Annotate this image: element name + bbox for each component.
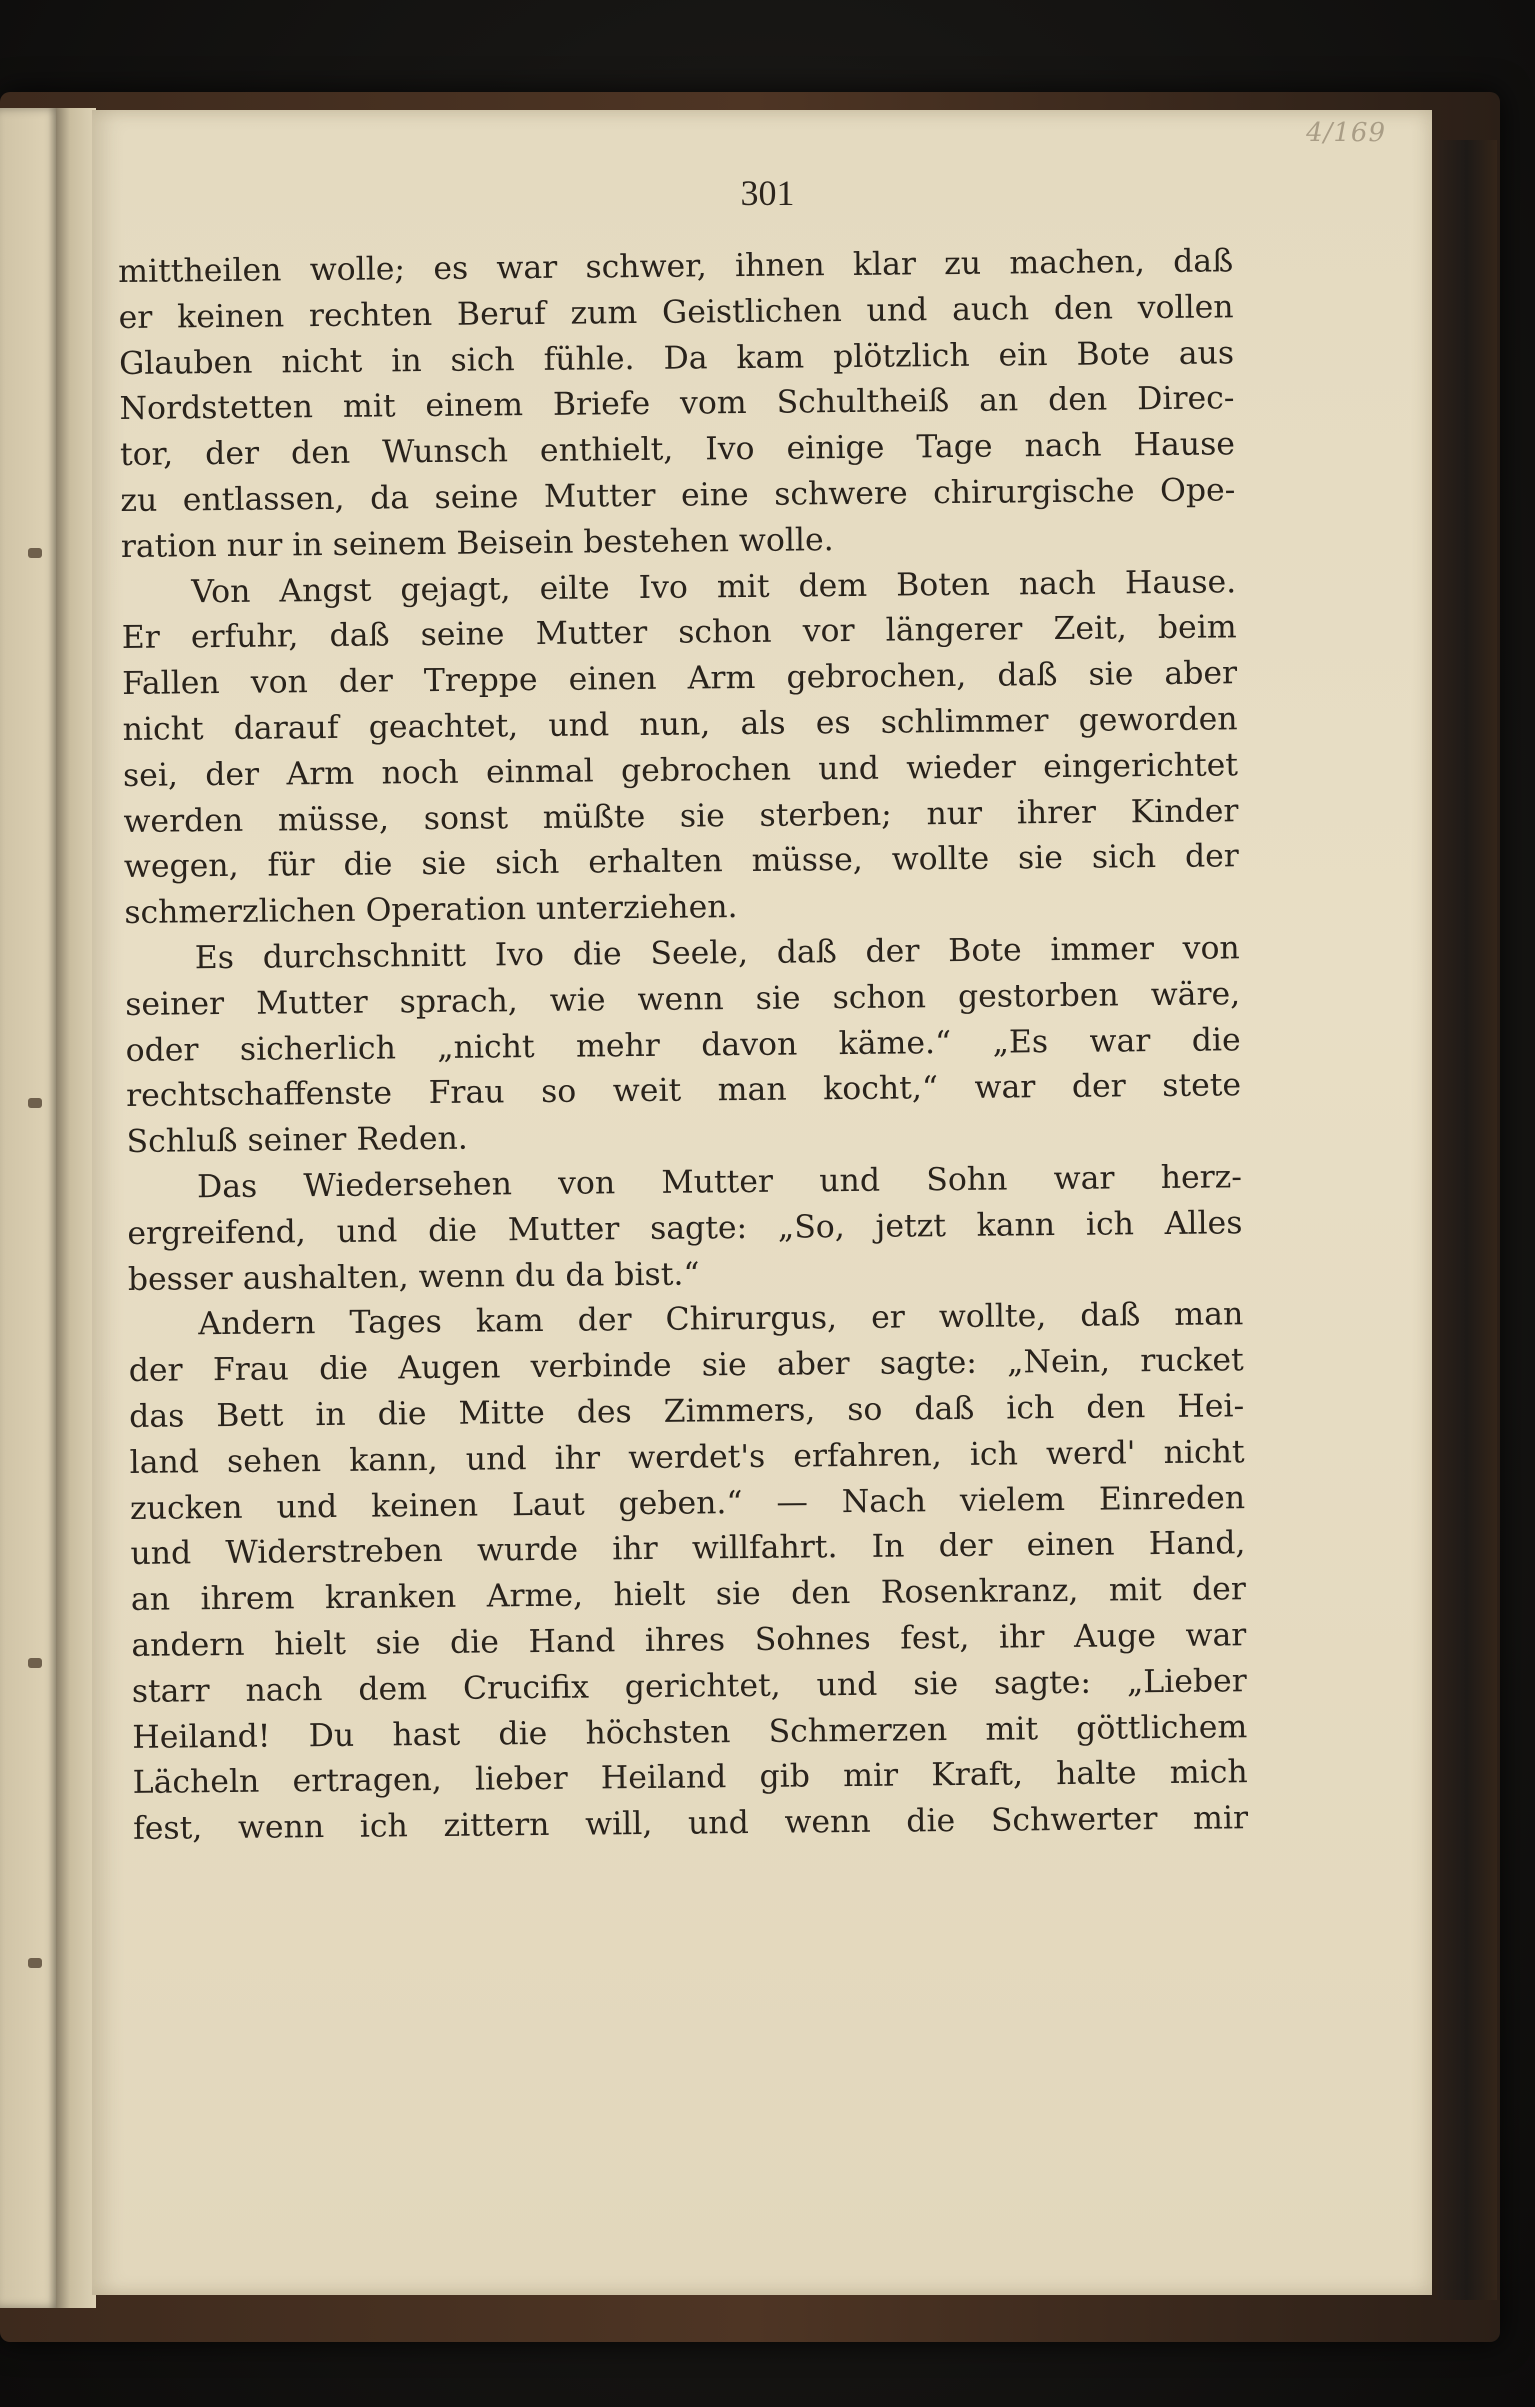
text-line: fest, wenn ich zittern will, und wenn die Schwerter mir — [132, 1800, 1249, 1848]
text-line: zucken und keinen Laut geben.“ — Nach vielem Einreden — [129, 1479, 1246, 1527]
pencil-corner-note: 4/169 — [1306, 118, 1386, 148]
cover-spine-edge — [1437, 140, 1497, 2300]
text-line: Schluß seiner Reden. — [126, 1120, 469, 1161]
text-line: Heiland! Du hast die höchsten Schmerzen mit göttlichem — [132, 1708, 1248, 1756]
text-line: starr nach dem Crucifix gerichtet, und sie sagte: „Lieber — [131, 1662, 1247, 1710]
text-line: Das Wiedersehen von Mutter und Sohn war herz- — [196, 1159, 1243, 1206]
text-line: Lächeln ertragen, lieber Heiland gib mir Kraft, halte mich — [132, 1754, 1248, 1802]
text-line: land sehen kann, und ihr werdet's erfahren, ich werd' nicht — [129, 1433, 1245, 1481]
text-line: Es durchschnitt Ivo die Seele, daß der Bote immer von — [194, 930, 1240, 977]
book-gutter — [56, 108, 96, 2308]
text-line: und Widerstreben wurde ihr willfahrt. In der einen Hand, — [130, 1525, 1246, 1573]
text-line: werden müsse, sonst müßte sie sterben; nur ihrer Kinder — [123, 792, 1239, 840]
text-line: sei, der Arm noch einmal gebrochen und wieder eingerichtet — [122, 747, 1239, 794]
binding-thread-mark — [28, 1098, 42, 1108]
body-text — [118, 239, 1248, 1853]
facing-page-edge — [0, 108, 60, 2308]
binding-thread-mark — [28, 1958, 42, 1968]
page-number: 301 — [740, 173, 795, 213]
text-line: zu entlassen, da seine Mutter eine schwere chirurgische Ope- — [120, 472, 1236, 519]
text-line: Er erfuhr, daß seine Mutter schon vor längerer Zeit, beim — [121, 609, 1237, 657]
text-line: ration nur in seinem Beisein bestehen wolle. — [120, 521, 834, 565]
text-line: tor, der den Wunsch enthielt, Ivo einige Tage nach Hause — [119, 426, 1236, 474]
text-line: mittheilen wolle; es war schwer, ihnen klar zu machen, daß — [118, 243, 1234, 290]
text-line: seiner Mutter sprach, wie wenn sie schon gestorben wäre, — [125, 976, 1241, 1023]
text-line: Nordstetten mit einem Briefe vom Schultheiß an den Direc- — [119, 380, 1235, 428]
text-line: rechtschaffenste Frau so weit man kocht,“ war der stete — [125, 1067, 1242, 1115]
text-line: schmerzlichen Operation unterziehen. — [124, 889, 738, 932]
text-line: Von Angst gejagt, eilte Ivo mit dem Boten nach Hause. — [191, 563, 1237, 610]
text-line: Andern Tages kam der Chirurgus, er wollte, daß man — [198, 1296, 1244, 1343]
text-line: oder sicherlich „nicht mehr davon käme.“ „Es war die — [125, 1021, 1241, 1069]
text-line: er keinen rechten Beruf zum Geistlichen und auch den vollen — [118, 289, 1234, 336]
text-line: Glauben nicht in sich fühle. Da kam plötzlich ein Bote aus — [118, 334, 1235, 382]
text-line: besser aushalten, wenn du da bist.“ — [127, 1255, 700, 1298]
text-line: andern hielt sie die Hand ihres Sohnes fest, ihr Auge war — [131, 1617, 1247, 1664]
text-line: wegen, für die sie sich erhalten müsse, wollte sie sich der — [123, 838, 1240, 886]
text-line: nicht darauf geachtet, und nun, als es schlimmer geworden — [122, 701, 1238, 748]
text-line: an ihrem kranken Arme, hielt sie den Rosenkranz, mit der — [130, 1571, 1247, 1619]
text-line: ergreifend, und die Mutter sagte: „So, jetzt kann ich Alles — [127, 1204, 1243, 1252]
binding-thread-mark — [28, 1658, 42, 1668]
binding-thread-mark — [28, 548, 42, 558]
text-line: das Bett in die Mitte des Zimmers, so daß ich den Hei- — [129, 1388, 1245, 1435]
text-line: der Frau die Augen verbinde sie aber sagte: „Nein, rucket — [128, 1342, 1244, 1390]
text-line: Fallen von der Treppe einen Arm gebrochen, daß sie aber — [121, 655, 1238, 703]
